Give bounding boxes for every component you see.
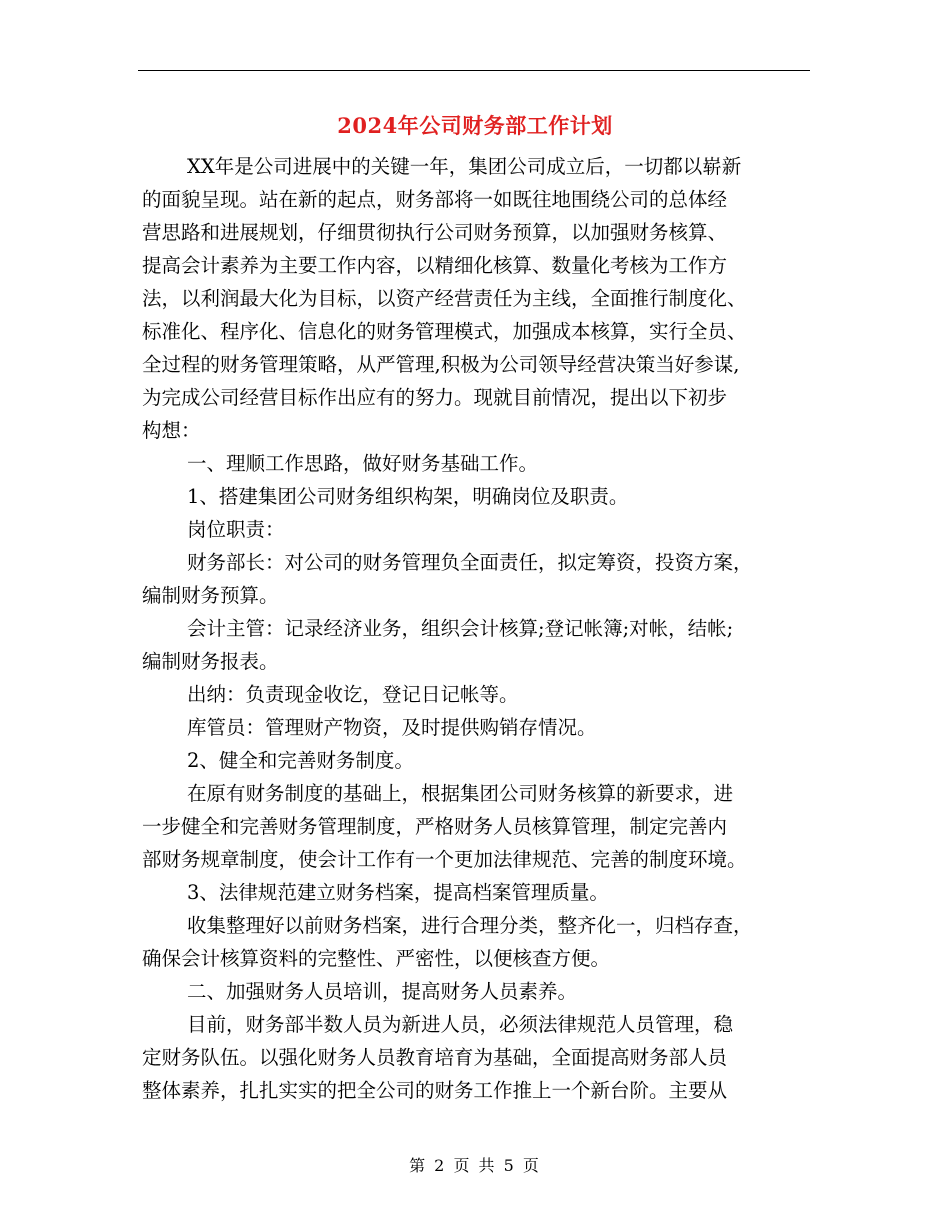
text-line: 整体素养，扎扎实实的把全公司的财务工作推上一个新台阶。主要从 <box>142 1079 728 1102</box>
text-line: 标准化、程序化、信息化的财务管理模式，加强成本核算，实行全员、 <box>142 320 747 343</box>
text-line: 岗位职责： <box>187 518 285 541</box>
text-line: 确保会计核算资料的完整性、严密性，以便核查方便。 <box>142 947 611 970</box>
text-line: 2、健全和完善财务制度。 <box>187 749 414 772</box>
text-line: 营思路和进展规划，仔细贯彻执行公司财务预算，以加强财务核算、 <box>142 221 728 244</box>
text-line: 全过程的财务管理策略，从严管理,积极为公司领导经营决策当好参谋, <box>142 353 740 376</box>
text-line: 提高会计素养为主要工作内容，以精细化核算、数量化考核为工作方 <box>142 254 728 277</box>
text-line: 1、搭建集团公司财务组织构架，明确岗位及职责。 <box>187 485 629 508</box>
text-line: XX年是公司进展中的关键一年，集团公司成立后，一切都以崭新 <box>187 155 742 178</box>
text-line: 的面貌呈现。站在新的起点，财务部将一如既往地围绕公司的总体经 <box>142 188 728 211</box>
text-line: 会计主管：记录经济业务，组织会计核算;登记帐簿;对帐，结帐; <box>187 617 734 640</box>
header-rule <box>138 70 810 71</box>
text-line: 一、理顺工作思路，做好财务基础工作。 <box>187 452 539 475</box>
text-line: 编制财务预算。 <box>142 584 279 607</box>
text-line: 出纳：负责现金收讫，登记日记帐等。 <box>187 683 519 706</box>
text-line: 法，以利润最大化为目标，以资产经营责任为主线，全面推行制度化、 <box>142 287 747 310</box>
text-line: 一步健全和完善财务管理制度，严格财务人员核算管理，制定完善内 <box>142 815 728 838</box>
text-line: 部财务规章制度，使会计工作有一个更加法律规范、完善的制度环境。 <box>142 848 747 871</box>
text-line: 二、加强财务人员培训，提高财务人员素养。 <box>187 980 578 1003</box>
text-line: 目前，财务部半数人员为新进人员，必须法律规范人员管理，稳 <box>187 1013 734 1036</box>
text-line: 构想： <box>142 419 201 442</box>
text-line: 编制财务报表。 <box>142 650 279 673</box>
text-line: 在原有财务制度的基础上，根据集团公司财务核算的新要求，进 <box>187 782 734 805</box>
text-line: 3、法律规范建立财务档案，提高档案管理质量。 <box>187 881 609 904</box>
text-line: 为完成公司经营目标作出应有的努力。现就目前情况，提出以下初步 <box>142 386 728 409</box>
page-footer: 第 2 页 共 5 页 <box>409 1156 541 1175</box>
text-line: 收集整理好以前财务档案，进行合理分类，整齐化一，归档存查， <box>187 914 753 937</box>
document-title: 2024年公司财务部工作计划 <box>337 113 613 138</box>
text-line: 财务部长：对公司的财务管理负全面责任，拟定筹资，投资方案， <box>187 551 753 574</box>
text-line: 库管员：管理财产物资，及时提供购销存情况。 <box>187 716 597 739</box>
text-line: 定财务队伍。以强化财务人员教育培育为基础，全面提高财务部人员 <box>142 1046 728 1069</box>
document-body <box>142 150 814 1107</box>
